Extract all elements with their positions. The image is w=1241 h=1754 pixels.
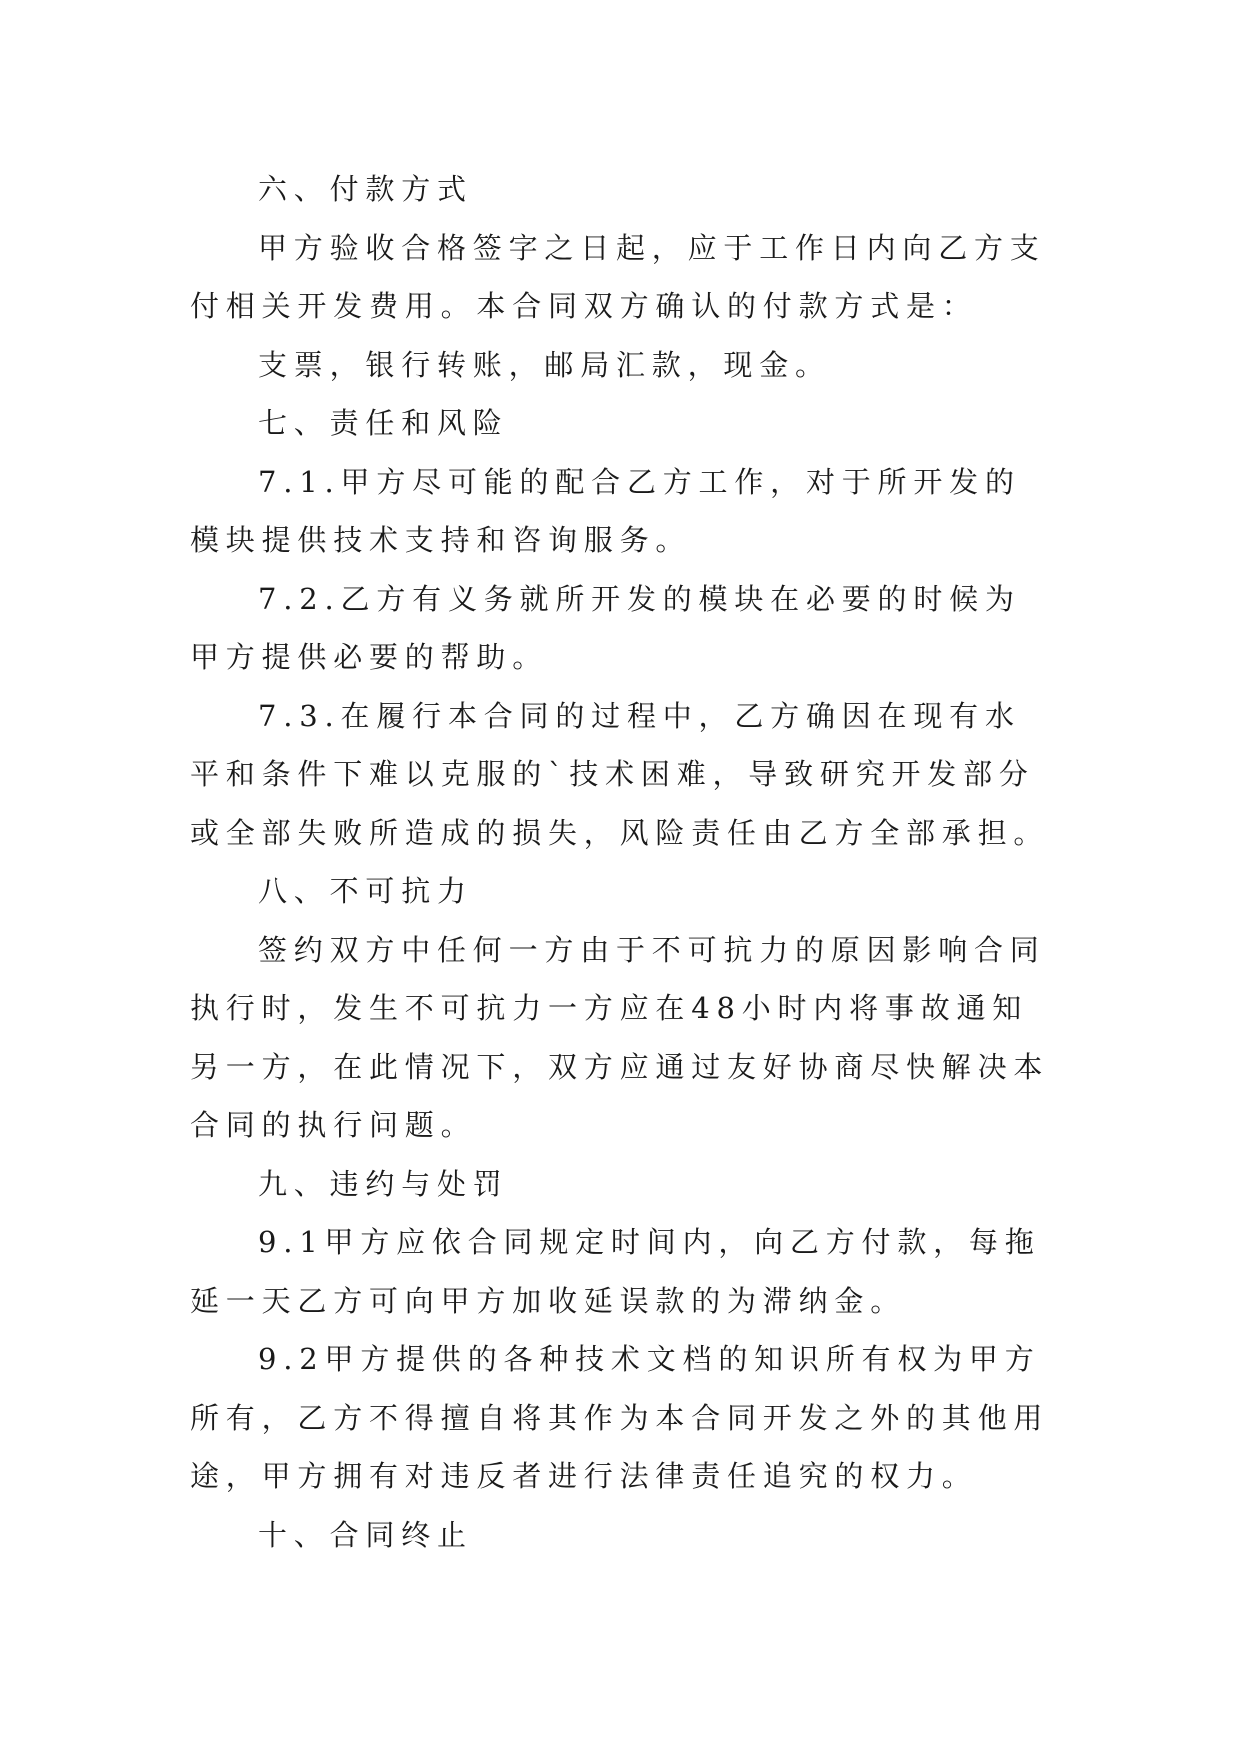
- paragraph-payment-methods: 支票，银行转账，邮局汇款，现金。: [258, 347, 831, 382]
- document-page: [190, 160, 1052, 1564]
- clause-7-3: 7.3.在履行本合同的过程中，乙方确因在现有水平和条件下难以克服的`技术困难，导致研究开发部分或全部失败所造成的损失，风险责任由乙方全部承担。: [190, 698, 1050, 850]
- clause-9-2: 9.2甲方提供的各种技术文档的知识所有权为甲方所有，乙方不得擅自将其作为本合同开发之外的其他用途，甲方拥有对违反者进行法律责任追究的权力。: [190, 1342, 1050, 1493]
- clause-9-1: 9.1甲方应依合同规定时间内，向乙方付款，每拖延一天乙方可向甲方加收延误款的为滞纳金。: [190, 1225, 1041, 1318]
- paragraph-force-majeure: 签约双方中任何一方由于不可抗力的原因影响合同执行时，发生不可抗力一方应在48小时内将事故通知另一方，在此情况下，双方应通过友好协商尽快解决本合同的执行问题。: [190, 932, 1050, 1142]
- clause-7-2: 7.2.乙方有义务就所开发的模块在必要的时候为甲方提供必要的帮助。: [190, 581, 1021, 674]
- section-heading-force-majeure: 八、不可抗力: [258, 874, 473, 908]
- paragraph-payment-terms: 甲方验收合格签字之日起，应于工作日内向乙方支付相关开发费用。本合同双方确认的付款方式是：: [190, 230, 1046, 323]
- clause-7-1: 7.1.甲方尽可能的配合乙方工作，对于所开发的模块提供技术支持和咨询服务。: [190, 464, 1021, 557]
- section-heading-termination: 十、合同终止: [258, 1517, 473, 1552]
- section-heading-payment: 六、付款方式: [258, 172, 473, 206]
- section-heading-breach: 九、违约与处罚: [258, 1166, 509, 1201]
- section-heading-responsibility: 七、责任和风险: [258, 406, 509, 440]
